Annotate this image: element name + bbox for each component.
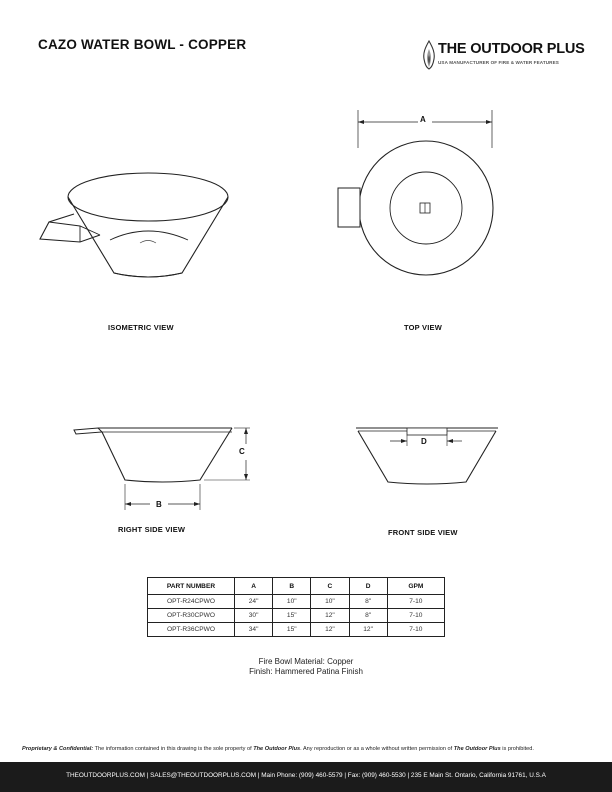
- confidential-text-2: . Any reproduction or as a whole without written permission of: [300, 746, 454, 752]
- front-side-view-drawing: [352, 420, 502, 490]
- top-view-drawing: [330, 108, 510, 278]
- isometric-view-label: ISOMETRIC VIEW: [108, 323, 174, 332]
- logo-name: THE OUTDOOR PLUS: [438, 41, 585, 57]
- isometric-view-drawing: [30, 160, 230, 290]
- page-title: CAZO WATER BOWL - COPPER: [38, 37, 247, 52]
- cell-part-number: OPT-R36CPWO: [148, 623, 235, 637]
- footer-bar: [0, 762, 612, 792]
- dimension-b-label: B: [156, 500, 162, 509]
- confidential-company-2: The Outdoor Plus: [453, 746, 501, 752]
- cell-d: 12": [349, 623, 387, 637]
- right-side-view-label: RIGHT SIDE VIEW: [118, 525, 186, 534]
- flame-icon: [422, 40, 436, 70]
- dimension-d-label: D: [421, 437, 427, 446]
- confidential-notice: [22, 746, 534, 752]
- dimension-c-label: C: [239, 447, 245, 456]
- front-side-view-label: FRONT SIDE VIEW: [388, 528, 458, 537]
- finish-note: Finish: Hammered Patina Finish: [249, 667, 363, 676]
- cell-a: 24": [235, 595, 273, 609]
- cell-d: 8": [349, 609, 387, 623]
- material-notes: [0, 657, 612, 677]
- cell-part-number: OPT-R24CPWO: [148, 595, 235, 609]
- cell-d: 8": [349, 595, 387, 609]
- cell-b: 10": [273, 595, 311, 609]
- top-view-label: TOP VIEW: [404, 323, 442, 332]
- spec-table: [147, 577, 445, 637]
- cell-c: 12": [311, 609, 349, 623]
- cell-part-number: OPT-R30CPWO: [148, 609, 235, 623]
- table-row: [148, 609, 445, 623]
- confidential-lead: Proprietary & Confidential:: [22, 746, 94, 752]
- cell-gpm: 7-10: [387, 609, 444, 623]
- cell-gpm: 7-10: [387, 623, 444, 637]
- cell-c: 10": [311, 595, 349, 609]
- cell-gpm: 7-10: [387, 595, 444, 609]
- table-row: [148, 623, 445, 637]
- confidential-text-1: The information contained in this drawing is the sole property of: [93, 746, 254, 752]
- header-c: C: [311, 578, 349, 595]
- cell-a: 30": [235, 609, 273, 623]
- dimension-a-label: A: [420, 115, 426, 124]
- cell-b: 15": [273, 623, 311, 637]
- cell-a: 34": [235, 623, 273, 637]
- cell-b: 15": [273, 609, 311, 623]
- company-logo: [420, 38, 585, 72]
- table-header-row: [148, 578, 445, 595]
- header-a: A: [235, 578, 273, 595]
- confidential-text-3: is prohibited.: [500, 746, 534, 752]
- header-gpm: GPM: [387, 578, 444, 595]
- logo-tagline: USA MANUFACTURER OF FIRE & WATER FEATURES: [438, 60, 559, 65]
- right-side-view-drawing: [70, 418, 255, 513]
- header-part-number: PART NUMBER: [148, 578, 235, 595]
- table-row: [148, 595, 445, 609]
- header-b: B: [273, 578, 311, 595]
- confidential-company-1: The Outdoor Plus: [253, 746, 301, 752]
- footer-contact: THEOUTDOORPLUS.COM | SALES@THEOUTDOORPLUS.COM | Main Phone: (909) 460-5579 | Fax: (909) 460-5530 | 235 E Main St. Ontario, California 91761, U.S.A: [66, 772, 546, 779]
- cell-c: 12": [311, 623, 349, 637]
- material-note: Fire Bowl Material: Copper: [258, 657, 354, 666]
- header-d: D: [349, 578, 387, 595]
